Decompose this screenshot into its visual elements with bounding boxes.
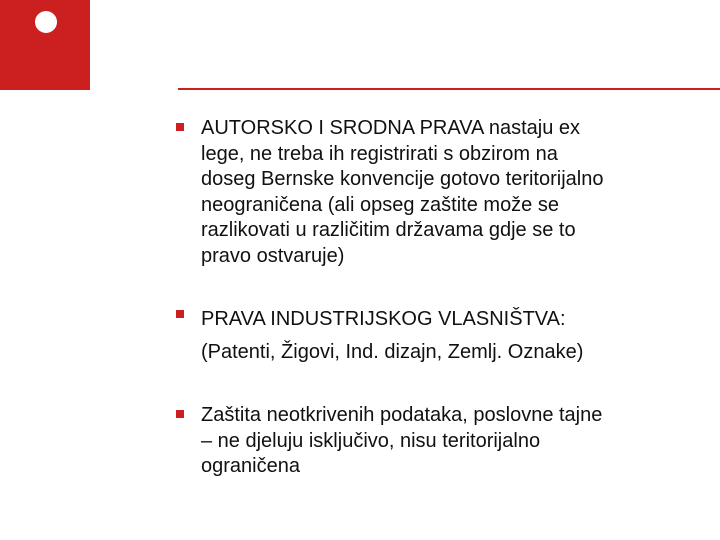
square-bullet-icon bbox=[176, 310, 184, 318]
logo-block bbox=[0, 0, 90, 90]
bullet-item bbox=[172, 116, 712, 269]
bullet-text: Zaštita neotkrivenih podataka, poslovne tajne – ne djeluju isključivo, nisu teritorijalno ograničena bbox=[201, 404, 603, 477]
logo-dot-icon bbox=[35, 11, 57, 33]
header-rule bbox=[178, 88, 720, 90]
bullet-item bbox=[172, 303, 712, 369]
square-bullet-icon bbox=[176, 123, 184, 131]
bullet-item bbox=[172, 403, 712, 480]
bullet-text: AUTORSKO I SRODNA PRAVA nastaju ex lege, ne treba ih registrirati s obzirom na doseg Bernske konvencije gotovo teritorijalno neograničena (ali opseg zaštite može se razlikovati u različitim državama gdje se to pravo ostvaruje) bbox=[201, 117, 604, 267]
bullet-text: PRAVA INDUSTRIJSKOG VLASNIŠTVA: (Patenti, Žigovi, Ind. dizajn, Zemlj. Oznake) bbox=[201, 308, 584, 363]
bullet-list bbox=[172, 116, 712, 480]
square-bullet-icon bbox=[176, 410, 184, 418]
